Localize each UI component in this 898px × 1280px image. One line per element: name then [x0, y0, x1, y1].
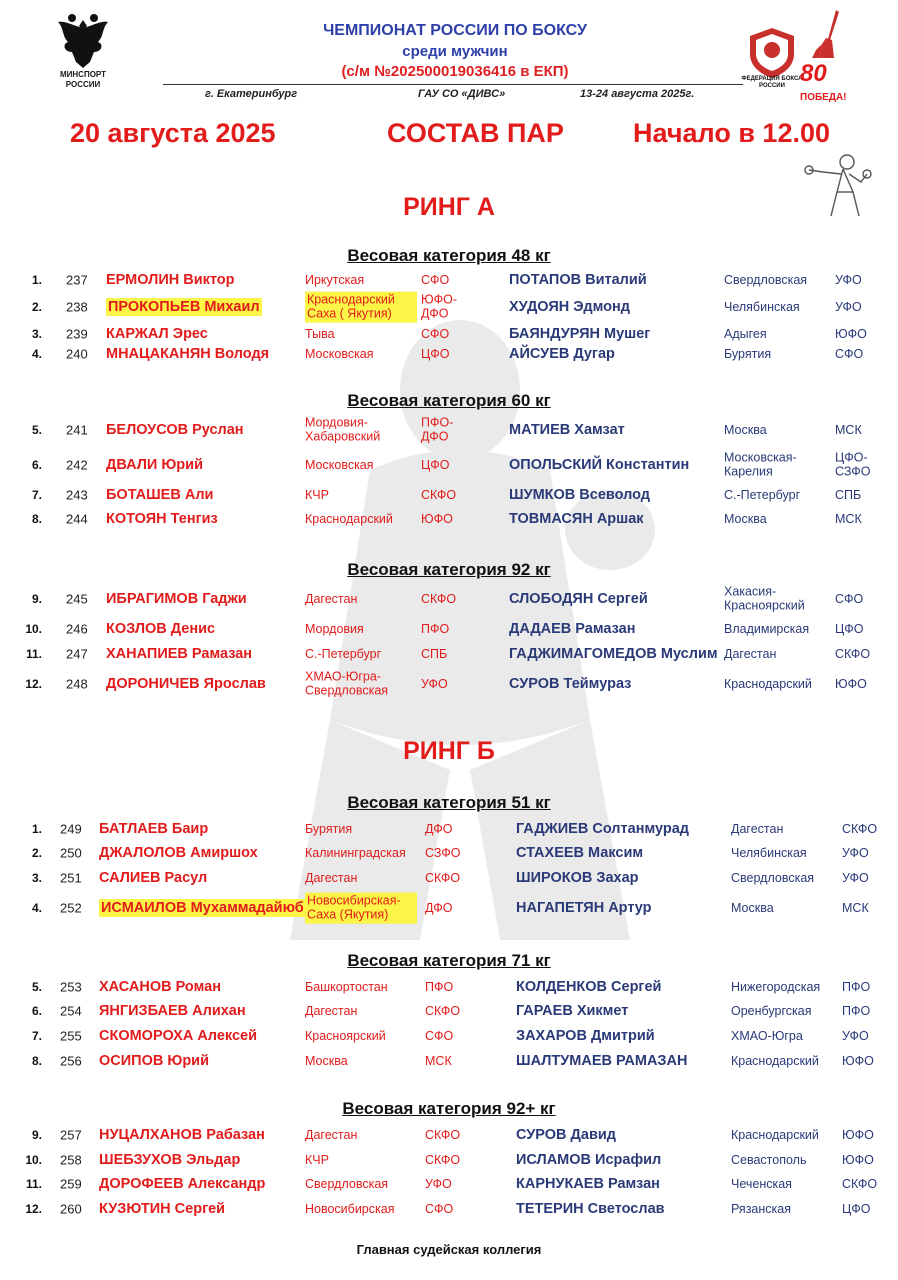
red-corner-district: ПФО — [421, 621, 450, 636]
blue-corner-name: ШУМКОВ Всеволод — [509, 487, 651, 503]
red-corner-name: НУЦАЛХАНОВ Рабазан — [99, 1127, 265, 1143]
blue-corner-region: Чеченская — [731, 1176, 792, 1191]
red-corner-district: МСК — [425, 1053, 452, 1068]
event-venue: ГАУ СО «ДИВС» — [418, 88, 506, 100]
red-corner-district: ЦФО — [421, 346, 450, 361]
header-divider — [163, 84, 743, 85]
bout-row — [0, 817, 898, 841]
blue-corner-district: ЮФО — [835, 326, 867, 341]
red-corner-district: СКФО — [421, 487, 457, 502]
blue-corner-region: Москва — [724, 422, 767, 437]
federation-logo — [740, 10, 852, 106]
bout-row — [0, 975, 898, 999]
blue-corner-region: Бурятия — [724, 346, 772, 361]
blue-corner-district: УФО — [835, 299, 862, 314]
blue-corner-district: СФО — [835, 346, 864, 361]
red-corner-district: ЦФО — [421, 457, 450, 472]
blue-corner-name: ЗАХАРОВ Дмитрий — [516, 1028, 655, 1044]
blue-corner-district: МСК — [835, 422, 862, 437]
blue-corner-name: СТАХЕЕВ Максим — [516, 845, 644, 861]
ring-title: РИНГ А — [403, 193, 495, 221]
event-title: ЧЕМПИОНАТ РОССИИ ПО БОКСУ — [323, 22, 587, 39]
blue-corner-name: СУРОВ Теймураз — [509, 676, 632, 692]
bout-number: 11. — [25, 647, 42, 661]
blue-corner-region: Краснодарский — [731, 1053, 819, 1068]
blue-corner-name: ДАДАЕВ Рамазан — [509, 621, 636, 637]
bout-number: 1. — [31, 822, 42, 836]
red-corner-region: Краснодарский — [305, 511, 393, 526]
bout-row — [0, 268, 898, 292]
red-corner-region: Тыва — [305, 326, 335, 341]
bout-id: 251 — [60, 870, 82, 886]
bout-id: 240 — [66, 346, 88, 362]
bout-row — [0, 668, 898, 700]
red-corner-district: СКФО — [425, 1003, 461, 1018]
bout-row — [0, 483, 898, 507]
bout-row — [0, 1197, 898, 1221]
blue-corner-district: СКФО — [842, 821, 878, 836]
red-corner-district: ПФО — [425, 979, 454, 994]
blue-corner-name: ТОВМАСЯН Аршак — [509, 511, 644, 527]
red-corner-region: Иркутская — [305, 272, 365, 287]
minsport-logo — [52, 12, 114, 92]
bout-id: 248 — [66, 676, 88, 692]
red-corner-name: ПРОКОПЬЕВ Михаил — [108, 299, 260, 315]
red-corner-name: ХАСАНОВ Роман — [99, 979, 221, 995]
bout-id: 257 — [60, 1127, 82, 1143]
blue-corner-district: СПБ — [835, 487, 862, 502]
blue-corner-region: Дагестан — [731, 821, 784, 836]
federation-emblem-icon — [744, 24, 800, 78]
red-corner-name: БОТАШЕВ Али — [106, 487, 214, 503]
bout-id: 245 — [66, 591, 88, 607]
red-corner-region: КЧР — [305, 1152, 329, 1167]
red-corner-region: Башкортостан — [305, 979, 388, 994]
red-corner-region: Дагестан — [305, 591, 358, 606]
bout-row — [0, 642, 898, 666]
double-headed-eagle-icon — [54, 12, 112, 68]
blue-corner-name: ГАРАЕВ Хикмет — [516, 1003, 629, 1019]
weight-category-title: Весовая категория 60 кг — [347, 391, 551, 410]
page-title: СОСТАВ ПАР — [387, 118, 564, 148]
bout-row — [0, 1049, 898, 1073]
red-corner-region: КЧР — [305, 487, 329, 502]
blue-corner-region: Владимирская — [724, 621, 810, 636]
blue-corner-district: УФО — [842, 1028, 869, 1043]
bout-row — [0, 892, 898, 924]
bout-id: 243 — [66, 487, 88, 503]
bout-id: 244 — [66, 511, 88, 527]
bout-id: 259 — [60, 1176, 82, 1192]
red-corner-region: Московская — [305, 346, 374, 361]
red-corner-region: Мордовия- Хабаровский — [305, 415, 381, 444]
bout-id: 250 — [60, 845, 82, 861]
red-corner-region: Новосибирская — [305, 1201, 395, 1216]
red-corner-name: БАТЛАЕВ Баир — [99, 821, 209, 837]
blue-corner-name: КОЛДЕНКОВ Сергей — [516, 979, 662, 995]
blue-corner-name: ХУДОЯН Эдмонд — [509, 299, 630, 315]
red-corner-name: ОСИПОВ Юрий — [99, 1053, 210, 1069]
footer-signature: Главная судейская коллегия — [356, 1242, 542, 1257]
blue-corner-district: МСК — [842, 900, 869, 915]
blue-corner-district: СКФО — [835, 646, 871, 661]
bout-number: 10. — [25, 1153, 42, 1167]
red-corner-district: СФО — [425, 1201, 454, 1216]
red-corner-district: ЮФО- ДФО — [421, 292, 458, 321]
bout-id: 242 — [66, 457, 88, 473]
red-corner-district: СФО — [425, 1028, 454, 1043]
bout-date: 20 августа 2025 — [70, 118, 276, 148]
red-corner-region: ХМАО-Югра- Свердловская — [305, 669, 389, 698]
red-corner-name: ДОРОНИЧЕВ Ярослав — [106, 676, 266, 692]
event-subtitle: среди мужчин — [402, 43, 508, 60]
bout-row — [0, 414, 898, 446]
bout-row — [0, 342, 898, 366]
red-corner-district: СФО — [421, 272, 450, 287]
blue-corner-district: УФО — [842, 870, 869, 885]
red-corner-region: Красноярский — [305, 1028, 386, 1043]
blue-corner-region: Хакасия- Красноярский — [724, 584, 805, 613]
blue-corner-name: ШИРОКОВ Захар — [516, 870, 639, 886]
ring-title: РИНГ Б — [403, 737, 495, 765]
bout-number: 6. — [31, 1004, 42, 1018]
bout-row — [0, 866, 898, 890]
blue-corner-name: СЛОБОДЯН Сергей — [509, 591, 648, 607]
blue-corner-district: ЮФО — [842, 1127, 874, 1142]
blue-corner-region: ХМАО-Югра — [731, 1028, 803, 1043]
bout-row — [0, 1123, 898, 1147]
bout-row — [0, 1148, 898, 1172]
bout-number: 9. — [31, 1128, 42, 1142]
red-corner-region: Мордовия — [305, 621, 364, 636]
red-corner-region: Бурятия — [305, 821, 353, 836]
red-corner-name: СКОМОРОХА Алексей — [99, 1028, 257, 1044]
red-corner-region: Дагестан — [305, 1003, 358, 1018]
blue-corner-name: АЙСУЕВ Дугар — [509, 346, 615, 362]
blue-corner-region: Адыгея — [724, 326, 767, 341]
red-corner-district: СПБ — [421, 646, 448, 661]
bout-id: 246 — [66, 621, 88, 637]
blue-corner-region: Москва — [724, 511, 767, 526]
bout-id: 247 — [66, 646, 88, 662]
bout-id: 260 — [60, 1201, 82, 1217]
bout-row — [0, 291, 898, 323]
blue-corner-region: Москва — [731, 900, 774, 915]
bout-row — [0, 1024, 898, 1048]
red-corner-district: СКФО — [425, 870, 461, 885]
blue-corner-name: ОПОЛЬСКИЙ Константин — [509, 457, 690, 473]
blue-corner-district: ЦФО — [835, 621, 864, 636]
blue-corner-name: ШАЛТУМАЕВ РАМАЗАН — [516, 1053, 688, 1069]
blue-corner-region: Краснодарский — [731, 1127, 819, 1142]
red-corner-name: ХАНАПИЕВ Рамазан — [106, 646, 253, 662]
blue-corner-region: Челябинская — [724, 299, 800, 314]
bout-number: 7. — [31, 488, 42, 502]
event-dates: 13-24 августа 2025г. — [580, 88, 695, 100]
red-corner-name: БЕЛОУСОВ Руслан — [106, 422, 244, 438]
bout-row — [0, 449, 898, 481]
bout-number: 4. — [31, 901, 42, 915]
red-corner-region: Москва — [305, 1053, 348, 1068]
bout-row — [0, 617, 898, 641]
red-corner-district: ПФО- ДФО — [421, 415, 454, 444]
blue-corner-region: Рязанская — [731, 1201, 791, 1216]
red-corner-name: ЯНГИЗБАЕВ Алихан — [99, 1003, 246, 1019]
weight-category-title: Весовая категория 92+ кг — [342, 1099, 556, 1118]
blue-corner-name: КАРНУКАЕВ Рамзан — [516, 1176, 660, 1192]
blue-corner-district: УФО — [842, 845, 869, 860]
blue-corner-district: СФО — [835, 591, 864, 606]
blue-corner-name: ГАДЖИМАГОМЕДОВ Муслим — [509, 646, 718, 662]
bout-id: 252 — [60, 900, 82, 916]
red-corner-region: Свердловская — [305, 1176, 389, 1191]
red-corner-district: ДФО — [425, 900, 453, 915]
bout-number: 1. — [31, 273, 42, 287]
blue-corner-name: ТЕТЕРИН Светослав — [516, 1201, 665, 1217]
bout-id: 255 — [60, 1028, 82, 1044]
red-corner-district: УФО — [425, 1176, 452, 1191]
blue-corner-region: Московская- Карелия — [724, 450, 797, 479]
blue-corner-name: ГАДЖИЕВ Солтанмурад — [516, 821, 689, 837]
bout-number: 4. — [31, 347, 42, 361]
red-corner-region: Калининградская — [305, 845, 406, 860]
bout-id: 254 — [60, 1003, 82, 1019]
blue-corner-district: ЮФО — [842, 1053, 874, 1068]
red-corner-name: КОТОЯН Тенгиз — [106, 511, 218, 527]
red-corner-name: САЛИЕВ Расул — [99, 870, 208, 886]
red-corner-region: Московская — [305, 457, 374, 472]
bout-number: 7. — [31, 1029, 42, 1043]
weight-category-title: Весовая категория 92 кг — [347, 560, 551, 579]
blue-corner-region: Оренбургская — [731, 1003, 812, 1018]
bout-number: 8. — [31, 1054, 42, 1068]
bout-id: 238 — [66, 299, 88, 315]
org-right-label: ФЕДЕРАЦИЯ БОКСА РОССИИ — [741, 76, 803, 90]
red-corner-district: СКФО — [425, 1127, 461, 1142]
red-corner-name: КОЗЛОВ Денис — [106, 621, 216, 637]
blue-corner-region: Краснодарский — [724, 676, 812, 691]
weight-category-title: Весовая категория 48 кг — [347, 246, 551, 265]
red-corner-name: ШЕБЗУХОВ Эльдар — [99, 1152, 241, 1168]
bout-id: 241 — [66, 422, 88, 438]
bout-id: 239 — [66, 326, 88, 342]
red-corner-district: СКФО — [425, 1152, 461, 1167]
event-city: г. Екатеринбург — [205, 88, 298, 100]
bout-number: 5. — [31, 423, 42, 437]
bout-number: 9. — [31, 592, 42, 606]
red-corner-district: ДФО — [425, 821, 453, 836]
bout-row — [0, 583, 898, 615]
bout-number: 12. — [25, 677, 42, 691]
bout-number: 3. — [31, 327, 42, 341]
bout-number: 2. — [31, 846, 42, 860]
blue-corner-name: НАГАПЕТЯН Артур — [516, 900, 652, 916]
red-corner-name: ДОРОФЕЕВ Александр — [99, 1176, 266, 1192]
weight-category-title: Весовая категория 71 кг — [347, 951, 551, 970]
red-corner-region: Дагестан — [305, 1127, 358, 1142]
bout-number: 8. — [31, 512, 42, 526]
bout-row — [0, 999, 898, 1023]
blue-corner-region: Свердловская — [731, 870, 815, 885]
bout-number: 12. — [25, 1202, 42, 1216]
bout-row — [0, 507, 898, 531]
blue-corner-region: Нижегородская — [731, 979, 821, 994]
victory-word-label: ПОБЕДА! — [800, 92, 847, 103]
bout-id: 256 — [60, 1053, 82, 1069]
red-corner-district: СЗФО — [425, 845, 461, 860]
bout-row — [0, 841, 898, 865]
red-corner-name: ЕРМОЛИН Виктор — [106, 272, 235, 288]
bout-id: 258 — [60, 1152, 82, 1168]
red-corner-name: КАРЖАЛ Эрес — [106, 326, 208, 342]
red-corner-region: Краснодарский Саха ( Якутия) — [305, 292, 417, 323]
blue-corner-region: Свердловская — [724, 272, 808, 287]
blue-corner-name: ПОТАПОВ Виталий — [509, 272, 647, 288]
bout-number: 2. — [31, 300, 42, 314]
red-corner-region: С.-Петербург — [305, 646, 382, 661]
blue-corner-district: МСК — [835, 511, 862, 526]
blue-corner-name: БАЯНДУРЯН Мушег — [509, 326, 651, 342]
red-corner-name: ДЖАЛОЛОВ Амиршох — [99, 845, 258, 861]
blue-corner-name: ИСЛАМОВ Исрафил — [516, 1152, 662, 1168]
blue-corner-district: СКФО — [842, 1176, 878, 1191]
bout-number: 5. — [31, 980, 42, 994]
bout-number: 3. — [31, 871, 42, 885]
red-corner-name: КУЗЮТИН Сергей — [99, 1201, 226, 1217]
org-left-label: МИНСПОРТ РОССИИ — [59, 70, 107, 89]
start-time: Начало в 12.00 — [633, 118, 830, 148]
red-corner-district: СКФО — [421, 591, 457, 606]
bout-number: 11. — [25, 1177, 42, 1191]
blue-corner-region: Дагестан — [724, 646, 777, 661]
red-corner-region: Новосибирская- Саха (Якутия) — [305, 893, 417, 924]
red-corner-name: МНАЦАКАНЯН Володя — [106, 346, 270, 362]
red-corner-region: Дагестан — [305, 870, 358, 885]
bout-id: 237 — [66, 272, 88, 288]
red-corner-name: ИБРАГИМОВ Гаджи — [106, 591, 247, 607]
blue-corner-name: МАТИЕВ Хамзат — [509, 422, 625, 438]
bout-id: 253 — [60, 979, 82, 995]
blue-corner-district: ПФО — [842, 979, 871, 994]
victory-80-label: 80 — [800, 60, 827, 87]
red-corner-name: ДВАЛИ Юрий — [106, 457, 203, 473]
bout-number: 10. — [25, 622, 42, 636]
blue-corner-district: ЦФО — [842, 1201, 871, 1216]
blue-corner-name: СУРОВ Давид — [516, 1127, 616, 1143]
blue-corner-district: ЮФО — [835, 676, 867, 691]
event-registry-number: (с/м №202500019036416 в ЕКП) — [341, 63, 569, 80]
red-corner-district: СФО — [421, 326, 450, 341]
red-corner-name: ИСМАИЛОВ Мухаммадайюб — [101, 900, 304, 916]
blue-corner-district: УФО — [835, 272, 862, 287]
bout-number: 6. — [31, 458, 42, 472]
red-corner-district: УФО — [421, 676, 448, 691]
blue-corner-district: ПФО — [842, 1003, 871, 1018]
red-corner-district: ЮФО — [421, 511, 453, 526]
blue-corner-region: Севастополь — [731, 1152, 807, 1167]
weight-category-title: Весовая категория 51 кг — [347, 793, 551, 812]
blue-corner-region: Челябинская — [731, 845, 807, 860]
bout-row — [0, 1172, 898, 1196]
blue-corner-district: ЮФО — [842, 1152, 874, 1167]
bout-id: 249 — [60, 821, 82, 837]
blue-corner-district: ЦФО- СЗФО — [835, 450, 871, 479]
blue-corner-region: С.-Петербург — [724, 487, 801, 502]
